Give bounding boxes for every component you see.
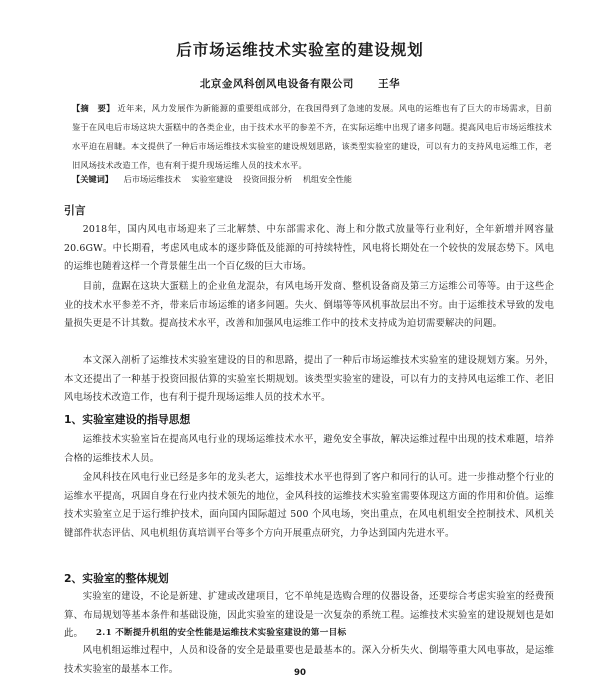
keyword: 实验室建设 (191, 174, 233, 184)
keyword: 后市场运维技术 (123, 174, 181, 184)
page-number: 90 (294, 668, 306, 678)
author-line (0, 76, 600, 91)
section-heading-2: 2、实验室的整体规划 (64, 572, 169, 585)
paragraph: 本文深入剖析了运维技术实验室建设的目的和思路，提出了一种后市场运维技术实验室的建设规划方案。另外，本文还提出了一种基于投资回报估算的实验室长期规划。该类型实验室的建设，可以有力的支持风电运维工作、老旧风电场技术改造工作，也有利于提升现场运维人员的技术水平。 (64, 355, 554, 404)
section-heading-intro: 引言 (64, 204, 86, 217)
subsection-heading-2-1: 2.1 不断提升机组的安全性能是运维技术实验室建设的第一目标 (96, 628, 347, 638)
paragraph: 2018年，国内风电市场迎来了三北解禁、中东部需求化、海上和分散式放量等行业利好，全年新增并网容量 20.6GW。中长期看，考虑风电成本的逐步降低及能源的可持续特性，风电将长期处在一个较快的发展态势下。风电的运维也随着这样一个背景催生出一个百亿级的巨大市场。 (64, 224, 554, 273)
author-affiliation: 北京金风科创风电设备有限公司 (199, 78, 354, 90)
section-heading-1: 1、实验室建设的指导思想 (64, 413, 191, 426)
keyword: 投资回报分析 (243, 174, 293, 184)
abstract (72, 99, 552, 175)
article-title: 后市场运维技术实验室的建设规划 (176, 41, 424, 59)
keyword: 机组安全性能 (302, 174, 352, 184)
keywords-label: 【关键词】 (72, 174, 113, 184)
paragraph: 目前，盘踞在这块大蛋糕上的企业鱼龙混杂，有风电场开发商、整机设备商及第三方运维公司等等。由于这些企业的技术水平参差不齐，带来后市场运维的诸多问题。失火、倒塌等等风机事故层出不穷。由于运维技术导致的发电量损失更是不计其数。提高技术水平，改善和加强风电运维工作中的技术支持成为迫切需要解决的问题。 (64, 281, 554, 330)
abstract-text: 近年来，风力发展作为新能源的重要组成部分，在我国得到了急速的发展。风电的运维也有了巨大的市场需求，目前鉴于在风电后市场这块大蛋糕中的各类企业，由于技术水平的参差不齐，在实际运维中出现了诸多问题。提高风电后市场运维技术水平迫在眉睫。本文提供了一种后市场运维技术实验室的建设规划思路，该类型实验室的建设，可以有力的支持风电运维工作，老旧风场技术改造工作，也有利于提升现场运维人员的技术水平。 (72, 103, 552, 170)
paragraph: 实验室的建设，不论是新建、扩建或改建项目，它不单纯是选购合理的仪器设备，还要综合考虑实验室的经费预算、布局规划等基本条件和基础设施，因此实验室的建设是一次复杂的系统工程。运维技术实验室的建设规划也是如此。 (64, 591, 554, 640)
paragraph: 金风科技在风电行业已经是多年的龙头老大，运维技术水平也得到了客户和同行的认可。进一步推动整个行业的运维水平提高，巩固自身在行业内技术领先的地位，金风科技的运维技术实验室需要体现这方面的作用和价值。运维技术实验室立足于运行维护技术，面向国内国际超过 500 个风电场，突出重点，在风电机组安全控制技术、风机关键部件状态评估、风电机组仿真培训平台等多个方向开展重点研究，力争达到国内先进水平。 (64, 472, 554, 539)
paragraph: 风电机组运维过程中，人员和设备的安全是最重要也是最基本的。深入分析失火、倒塌等重大风电事故，是运维技术实验室的最基本工作。 (64, 645, 554, 675)
author-name: 王华 (378, 78, 401, 90)
paragraph: 运维技术实验室旨在提高风电行业的现场运维技术水平，避免安全事故，解决运维过程中出现的技术难题，培养合格的运维技术人员。 (64, 434, 554, 464)
abstract-label: 【摘 要】 (72, 103, 115, 113)
keywords (72, 174, 552, 185)
